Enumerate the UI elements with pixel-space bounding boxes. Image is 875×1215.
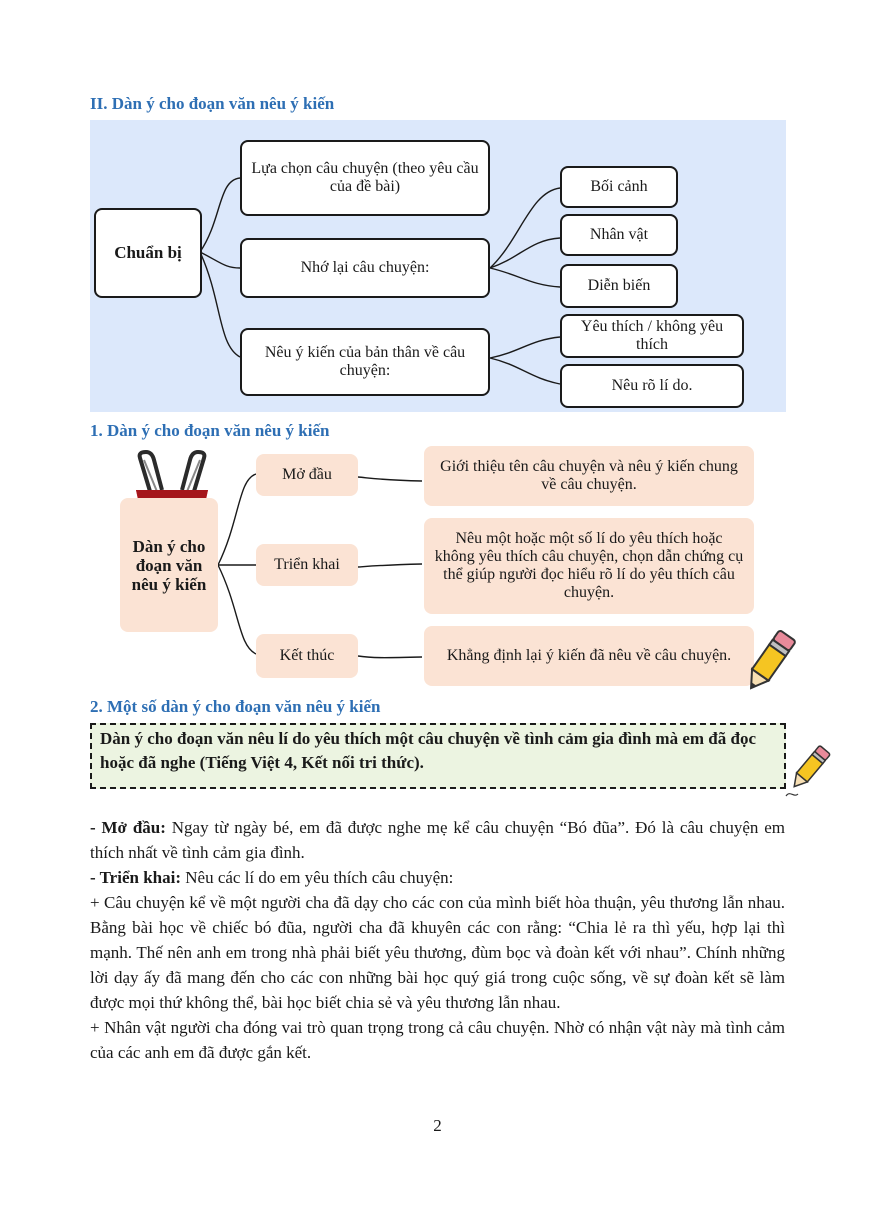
- node-recall-story: Nhớ lại câu chuyện:: [240, 238, 490, 298]
- outline-topic-box: Dàn ý cho đoạn văn nêu lí do yêu thích một câu chuyện về tình cảm gia đình mà em đã đọc hoặc đã nghe (Tiếng Việt 4, Kết nối tri thức).: [90, 723, 786, 789]
- section-title: II. Dàn ý cho đoạn văn nêu ý kiến: [90, 94, 335, 113]
- part-closing-desc: Khẳng định lại ý kiến đã nêu về câu chuyện.: [424, 626, 754, 686]
- body-text: Nêu các lí do em yêu thích câu chuyện:: [181, 868, 454, 887]
- part-opening-label: Mở đầu: [256, 454, 358, 496]
- outline-content: [90, 815, 785, 1065]
- node-choose-story: Lựa chọn câu chuyện (theo yêu cầu của đề bài): [240, 140, 490, 216]
- node-like-dislike: Yêu thích / không yêu thích: [560, 314, 744, 358]
- subsection-1-title: 1. Dàn ý cho đoạn văn nêu ý kiến: [90, 421, 330, 440]
- pencil-scribble-icon: [784, 744, 834, 802]
- opening-label: - Mở đầu:: [90, 818, 166, 837]
- part-body-label: Triển khai: [256, 544, 358, 586]
- opening-text: Ngay từ ngày bé, em đã được nghe mẹ kể câu chuyện “Bó đũa”. Đó là câu chuyện em thích nhất về tình cảm gia đình.: [90, 818, 785, 862]
- node-characters: Nhân vật: [560, 214, 678, 256]
- opening-paragraph: [90, 815, 785, 865]
- node-give-opinion: Nêu ý kiến của bản thân về câu chuyện:: [240, 328, 490, 396]
- part-closing-label: Kết thúc: [256, 634, 358, 678]
- reason-paragraph-2: + Nhân vật người cha đóng vai trò quan trọng trong cả câu chuyện. Nhờ có nhận vật này mà tình cảm của các anh em đã được gắn kết.: [90, 1018, 785, 1062]
- node-events: Diễn biến: [560, 264, 678, 308]
- part-opening-desc: Giới thiệu tên câu chuyện và nêu ý kiến chung về câu chuyện.: [424, 446, 754, 506]
- subsection-2-title: 2. Một số dàn ý cho đoạn văn nêu ý kiến: [90, 697, 381, 716]
- node-root-prepare: Chuẩn bị: [94, 208, 202, 298]
- reason-paragraph-1: + Câu chuyện kể về một người cha đã dạy cho các con của mình biết hòa thuận, yêu thương lẫn nhau. Bằng bài học về chiếc bó đũa, người cha đã khuyên các con rằng: “Chia lẻ ra thì yếu, hợp lại thì mạnh. Thế nên anh em trong nhà phải biết yêu thương, đùm bọc và đoàn kết với nhau”. Chính những lời dạy ấy đã mang đến cho các con những bài học quý giá trong cuộc sống, về sự đoàn kết sẽ làm được mọi thứ không thể, bài học biết chia sẻ và yêu thương lẫn nhau.: [90, 893, 785, 1012]
- page-number: 2: [433, 1116, 442, 1135]
- body-paragraph: [90, 865, 785, 890]
- body-label: - Triển khai:: [90, 868, 181, 887]
- pencil-icon: [738, 628, 802, 694]
- node-setting: Bối cảnh: [560, 166, 678, 208]
- outline-root-node: Dàn ý cho đoạn văn nêu ý kiến: [120, 498, 218, 632]
- part-body-desc: Nêu một hoặc một số lí do yêu thích hoặc không yêu thích câu chuyện, chọn dẫn chứng cụ thể giúp người đọc hiểu rõ lí do yêu thích câu chuyện.: [424, 518, 754, 614]
- node-state-reasons: Nêu rõ lí do.: [560, 364, 744, 408]
